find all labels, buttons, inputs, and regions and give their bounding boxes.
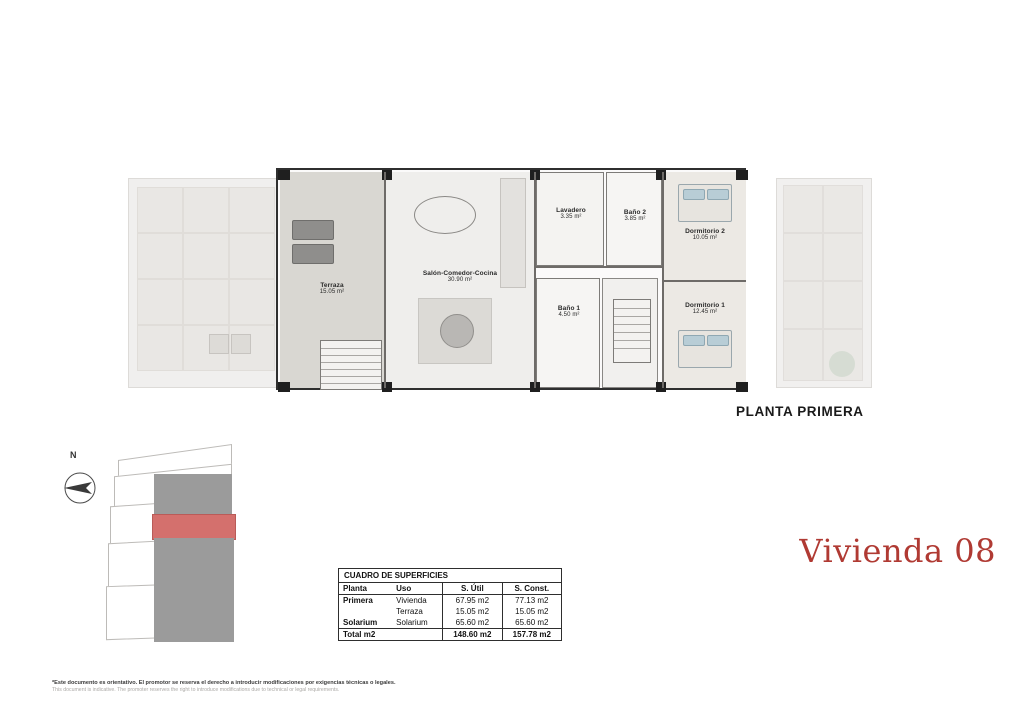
site-block-shaded xyxy=(154,538,234,642)
room-label-salon: Salón-Comedor-Cocina 30.90 m² xyxy=(422,270,498,284)
col-planta: Planta xyxy=(339,583,392,595)
room-bano-1 xyxy=(536,278,600,388)
table-row: Primera Vivienda 67.95 m2 77.13 m2 xyxy=(339,595,561,607)
room-bano-2 xyxy=(606,172,662,266)
surface-table-title: CUADRO DE SUPERFICIES xyxy=(339,569,561,583)
double-bed xyxy=(678,330,732,368)
room-label-bano-2: Baño 2 3.85 m² xyxy=(623,209,647,223)
exterior-paving-left xyxy=(128,178,282,388)
staircase xyxy=(320,340,382,390)
internal-stair xyxy=(602,278,658,388)
surface-table-header-row xyxy=(339,583,561,595)
room-label-lavadero: Lavadero 3.35 m² xyxy=(556,207,586,221)
surface-table xyxy=(338,568,562,641)
table-row: Solarium Solarium 65.60 m2 65.60 m2 xyxy=(339,617,561,629)
room-lavadero xyxy=(536,172,604,266)
table-total-row: Total m2 148.60 m2 157.78 m2 xyxy=(339,629,561,641)
north-label: N xyxy=(70,450,77,460)
round-coffee-table xyxy=(440,314,474,348)
dwelling-outline xyxy=(276,168,746,390)
site-key-plan xyxy=(104,452,256,656)
sofa xyxy=(292,220,334,240)
page-title: Vivienda 08 xyxy=(799,532,996,570)
dining-table xyxy=(414,196,476,234)
room-label-dormitorio-1: Dormitorio 1 12.45 m² xyxy=(685,302,725,316)
disclaimer-es: *Este documento es orientativo. El promotor se reserva el derecho a introducir modificaciones por exigencias técnicas o legales. xyxy=(52,680,396,686)
table-row: Terraza 15.05 m2 15.05 m2 xyxy=(339,606,561,617)
exterior-garden-right xyxy=(776,178,872,388)
sofa xyxy=(292,244,334,264)
patio-chair xyxy=(231,334,251,354)
room-label-dormitorio-2: Dormitorio 2 10.05 m² xyxy=(685,228,725,242)
site-unit-highlight xyxy=(152,514,236,540)
north-compass xyxy=(56,450,104,510)
disclaimer-en: This document is indicative. The promoter reserves the right to introduce modifications due to technical or legal requirements. xyxy=(52,687,340,693)
double-bed xyxy=(678,184,732,222)
compass-icon xyxy=(56,462,104,510)
col-const: S. Const. xyxy=(502,583,561,595)
room-terraza xyxy=(280,172,384,388)
floor-plan-drawing xyxy=(128,168,870,419)
floor-title: PLANTA PRIMERA xyxy=(736,404,864,419)
disclaimer xyxy=(52,680,612,693)
col-util: S. Útil xyxy=(443,583,503,595)
room-label-bano-1: Baño 1 4.50 m² xyxy=(557,305,581,319)
room-label-terraza: Terraza 15.05 m² xyxy=(319,282,345,296)
room-salon-comedor-cocina xyxy=(386,172,534,388)
col-uso: Uso xyxy=(392,583,442,595)
room-dormitorio-1 xyxy=(664,282,746,388)
patio-chair xyxy=(209,334,229,354)
room-dormitorio-2 xyxy=(664,172,746,280)
site-block-shaded xyxy=(154,474,232,514)
palm-tree-icon xyxy=(829,351,855,377)
